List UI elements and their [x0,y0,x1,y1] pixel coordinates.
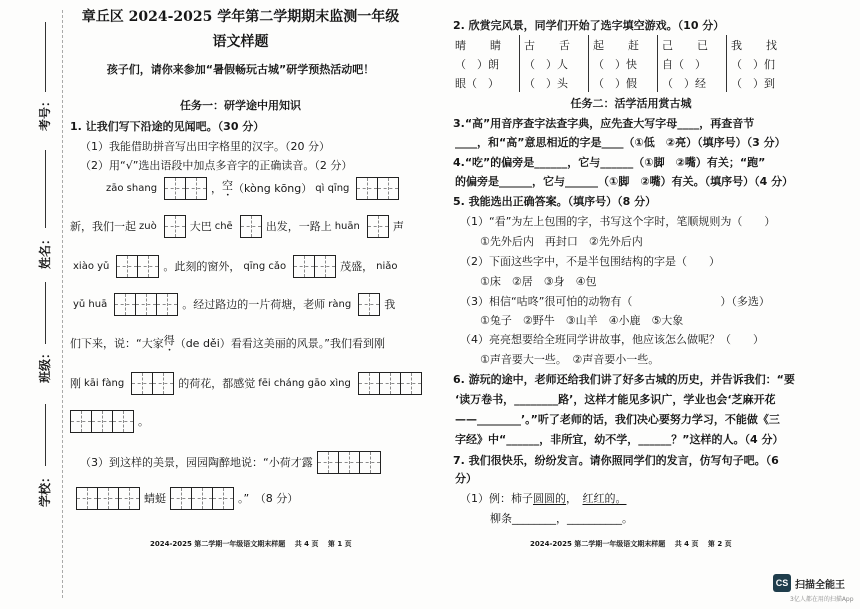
tianzige-box [92,411,113,432]
char-pair-row [453,35,795,54]
tianzige-box [359,294,379,315]
tianzige-box [315,256,335,277]
char-pair-cell [658,35,727,54]
tianzige-box [359,373,380,394]
fill-cell: 自（ ） [658,54,727,73]
question-3-line: 3.“高”用音序查字法查字典，应先查大写字母____，再查音节 [453,117,755,130]
tianzige-box [192,488,213,509]
passage-line [103,176,403,200]
question-4-line: 的偏旁是______，它与______（①脚 ②嘴）有关。（填序号）（4 分） [455,175,794,188]
fill-blank: ________ [512,512,556,525]
fill-cell: （ ）到 [727,73,796,92]
choice-char: 古 [524,38,535,52]
pinyin-text: chē [214,220,233,232]
passage-text: （de děi）看看这美丽的风景。”我们看到刚 [174,337,385,350]
tianzige-box [165,216,185,237]
tianzige-group [164,177,207,200]
pinyin-text: zuò [139,220,157,232]
tianzige-group [114,293,178,316]
passage-text: 茂盛， [340,260,374,273]
choice-char: 我 [731,38,742,52]
passage-text: 刚 [70,377,81,390]
class-label: 班级： [38,347,52,384]
char-pair-cell [589,35,658,54]
pinyin-text: zāo shang [106,182,158,194]
tianzige-box [157,294,177,315]
tianzige-box [368,216,388,237]
choice-char: 找 [766,38,777,52]
tianzige-box [165,178,186,199]
tianzige-box [360,452,380,473]
tianzige-group [293,255,336,278]
question-5-item: （1）“看”为左上包围的字，书写这个字时，笔顺规则为（ ） [460,215,776,228]
question-1-part-3-line [80,450,385,474]
passage-text: （kòng kōng） [233,182,313,195]
binding-line [62,10,63,598]
passage-text: 声 [392,220,404,233]
fill-cell: （ ）朗 [455,57,499,71]
question-1: 1. 让我们写下沿途的见闻吧。（30 分） [70,120,265,133]
tianzige-box [401,373,421,394]
choice-char: 睛 [490,38,501,52]
tianzige-box [213,488,233,509]
intro-text: 孩子们，请你来参加“暑假畅玩古城”研学预热活动吧！ [106,63,375,76]
tianzige-box [113,411,133,432]
passage-text: 新，我们一起 [70,220,136,233]
tianzige-box [357,178,378,199]
watermark-tagline: 3亿人都在用的扫描App [790,596,854,603]
class-blank [45,282,46,344]
tianzige-box [153,373,173,394]
fill-cell: （ ）快 [589,54,658,73]
fill-prefix: 柳条 [490,512,512,525]
tianzige-box [119,488,139,509]
fill-cell: （ ）假 [589,73,658,92]
choice-char: 己 [662,38,673,52]
fill-cell: （ ）人 [520,54,589,73]
example-underlined: 红红的。 [582,492,627,505]
tianzige-box [132,373,153,394]
pinyin-text: xiào yǔ [73,260,110,272]
tianzige-group [356,177,399,200]
passage-text: 们下来，说：“大家 [70,337,164,350]
question-3-line: ____，和“高”意思相近的字是____（①低 ②亮）（填序号）（3 分） [455,136,786,149]
question-6-line: ‘读万卷书，________路’，这样才能见多识广，学业也会‘芝麻开花 [455,393,776,406]
passage-line [70,292,395,316]
tianzige-box [117,256,138,277]
choice-char: 已 [697,38,708,52]
question-4-line: 4.“吃”的偏旁是______，它与______（①脚 ②嘴）有关；“跑” [453,156,766,169]
question-5-options: ①先外后内 再封口 ②先外后内 [480,235,643,248]
question-6-line: ——________’。”听了老师的话，我们决心要努力学习，不能做《三 [455,413,780,426]
passage-text: 。此刻的窗外， [163,260,241,273]
passage-line [70,371,426,395]
passage-text: 我 [384,298,396,311]
pinyin-text: fēi cháng gāo xìng [258,377,351,389]
scanner-watermark [773,574,845,592]
tianzige-box [77,488,98,509]
tianzige-box [171,488,192,509]
pinyin-text: niǎo [376,260,398,272]
tianzige-box [380,373,401,394]
tianzige-box [115,294,136,315]
school-label: 学校： [38,471,52,508]
question-5-item: （2）下面这些字中，不是半包围结构的字是（ ） [460,255,720,268]
passage-text: 。 [138,415,149,428]
fill-row [453,54,795,73]
passage-line [70,254,401,278]
tianzige-group [170,487,234,510]
tianzige-box [186,178,206,199]
tianzige-box [294,256,315,277]
pinyin-text: ràng [328,298,352,310]
passage-text: 出发，一路上 [265,220,332,233]
tianzige-group [317,451,381,474]
question-1-part-3-line [72,486,298,510]
passage-line [66,409,149,433]
passage-text: （3）到这样的美景，园园陶醉地说：“小荷才露 [80,456,313,469]
watermark-brand: 扫描全能王 [795,579,845,591]
choice-char: 舌 [559,38,570,52]
exam-title: 章丘区 2024-2025 学年第二学期期末监测一年级 [81,9,400,25]
tianzige-group [367,215,389,238]
question-7-line: 7. 我们很快乐，纷纷发言。请你照同学们的发言，仿写句子吧。（6 [453,454,779,467]
tianzige-group [70,410,134,433]
tianzige-group [358,372,422,395]
question-5-options: ①兔子 ②野牛 ③山羊 ④小鹿 ⑤大象 [480,314,684,327]
tianzige-group [358,293,380,316]
camscanner-logo-icon: CS [773,574,791,592]
question-5-item: （4）亮亮想要给全班同学讲故事，他应该怎么做呢？（ ） [460,333,764,346]
passage-line [70,214,404,238]
tianzige-box [98,488,119,509]
char-pair-cell [520,35,589,54]
task1-heading: 任务一：研学途中用知识 [180,99,301,112]
tianzige-box [136,294,157,315]
question-7-line: 分） [455,472,477,485]
passage-text: 的荷花，都感觉 [178,377,256,390]
char-pair-cell [727,35,796,54]
pinyin-text: qīng cǎo [243,260,287,272]
example-prefix: （1）例：柿子 [460,492,533,505]
passage-text: 大巴 [189,220,212,233]
passage-line [70,331,385,355]
pinyin-text: qì qīng [315,182,350,194]
passage-text: 蜻蜓 [144,492,166,505]
tianzige-box [71,411,92,432]
question-5-options: ①床 ②居 ③身 ④包 [480,275,597,288]
fill-cell: （ ）头 [520,73,589,92]
tianzige-box [241,216,261,237]
fill-row [453,73,795,92]
fill-cell: 眼（ ） [455,76,499,90]
char-pair-cell [453,35,520,54]
fill-sep: ， [556,512,567,525]
question-2: 2. 欣赏完风景，同学们开始了选字填空游戏。（10 分） [453,19,725,32]
fill-blank: __________ [567,512,622,525]
passage-text: ， [211,182,223,195]
fill-end: 。 [622,512,633,525]
question-1-part-1: （1）我能借助拼音写出田字格里的汉字。（20 分） [80,140,330,153]
tianzige-group [164,215,186,238]
page-2-footer: 2024-2025 第二学期一年级语文期末样题 共 4 页 第 2 页 [530,540,732,548]
tianzige-group [76,487,140,510]
tianzige-group [116,255,159,278]
question-6-line: 6. 游玩的途中，老师还给我们讲了好多古城的历史，并告诉我们：“要 [453,373,795,386]
question-5-item: （3）相信“咕咚”很可怕的动物有（ ）（多选） [460,295,770,308]
tianzige-box [138,256,158,277]
passage-text: 。” （8 分） [238,492,299,505]
pinyin-text: huān [334,220,360,232]
exam-no-label: 考号： [38,95,52,132]
choice-char: 起 [593,38,604,52]
question-7-fill [490,511,633,527]
choice-char: 赶 [628,38,639,52]
tianzige-box [378,178,398,199]
exam-no-blank [45,22,46,92]
tianzige-group [131,372,174,395]
name-label: 姓名： [38,233,52,270]
dotted-char: 得 [163,334,175,347]
choice-char: 晴 [455,38,466,52]
exam-subtitle: 语文样题 [212,34,269,50]
tianzige-box [318,452,339,473]
pinyin-text: kāi fàng [84,377,125,389]
task2-heading: 任务二：活学活用赏古城 [570,97,692,110]
dotted-char: 空 [222,179,234,192]
page-1-footer: 2024-2025 第二学期一年级语文期末样题 共 4 页 第 1 页 [150,540,352,548]
question-7-example [460,491,627,507]
example-underlined: 圆圆的 [533,492,566,505]
tianzige-group [240,215,262,238]
name-blank [45,150,46,228]
fill-cell: （ ）们 [727,54,796,73]
pinyin-text: yǔ huā [73,298,108,310]
question-5-options: ①声音要大一些。 ②声音要小一些。 [480,353,660,366]
passage-text: 。经过路边的一片荷塘，老师 [182,298,326,311]
char-choice-table [453,35,795,92]
example-sep: ， [566,492,572,505]
question-5: 5. 我能选出正确答案。（填序号）（8 分） [453,195,657,208]
question-1-part-2: （2）用“√”选出语段中加点多音字的正确读音。（2 分） [80,159,353,172]
question-6-line: 字经》中“______，非所宜，幼不学，______？”这样的人。（4 分） [455,433,784,446]
tianzige-box [339,452,360,473]
school-blank [45,404,46,466]
fill-cell: （ ）经 [658,73,727,92]
